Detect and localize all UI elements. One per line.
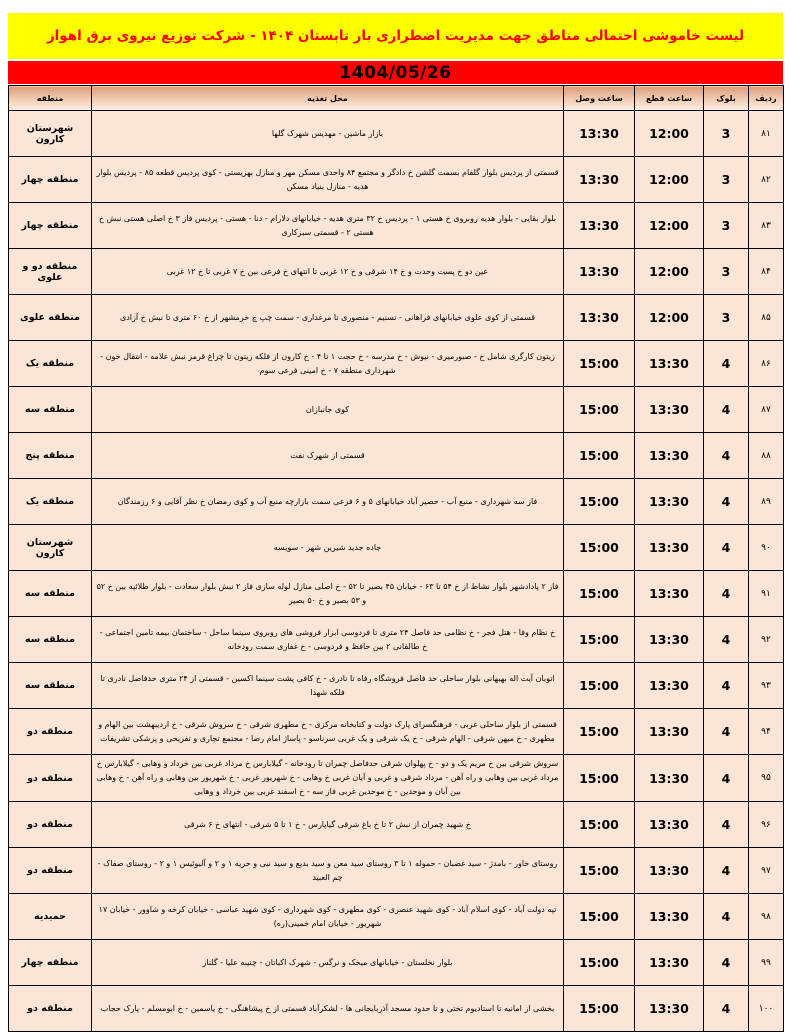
feeding-location: تپه دولت آباد - کوی اسلام آباد - کوی شهید عنصری - کوی مطهری - کوی شهرداری - کوی شهید عباسی - خیابان کرخه و شاوور - خیابان ۱۷ شهریور - خیابان امام خمینی(ره) — [92, 894, 564, 940]
block-value: 3 — [704, 111, 749, 157]
restore-time: 15:00 — [564, 802, 635, 848]
row-number: ۹۴ — [749, 709, 784, 755]
block-value: 3 — [704, 157, 749, 203]
table-row — [9, 755, 784, 802]
restore-time: 13:30 — [564, 295, 635, 341]
region-name: منطقه دو — [9, 986, 92, 1032]
block-value: 4 — [704, 894, 749, 940]
restore-time: 15:00 — [564, 525, 635, 571]
column-header-region: منطقه — [9, 86, 92, 111]
region-name: منطقه دو و علوی — [9, 249, 92, 295]
feeding-location: قسمتی از شهرک نفت — [92, 433, 564, 479]
table-row — [9, 986, 784, 1032]
feeding-location: قسمتی از بلوار ساحلی غربی - فرهنگسرای پارک دولت و کتابخانه مرکزی - خ مطهری شرقی - خ سروش شرقی - خ اردیبهشت بین الهام و مطهری - خ میهن شرقی - الهام شرقی - خ یک شرقی و یک غربی سرناسو - پاساژ امام رضا - مجتمع تجاری و تفریحی و پزشکی تشریفات — [92, 709, 564, 755]
row-number: ۸۱ — [749, 111, 784, 157]
table-row — [9, 709, 784, 755]
table-row — [9, 525, 784, 571]
table-row — [9, 295, 784, 341]
page-title: لیست خاموشی احتمالی مناطق جهت مدیریت اضطراری بار تابستان ۱۴۰۴ - شرکت توزیع نیروی برق اهواز — [46, 28, 745, 44]
restore-time: 15:00 — [564, 387, 635, 433]
cut-time: 13:30 — [635, 387, 704, 433]
region-name: منطقه دو — [9, 802, 92, 848]
block-value: 4 — [704, 663, 749, 709]
feeding-location: عین دو خ پست وحدت و خ ۱۴ شرقی و خ ۱۲ غربی تا انتهای خ فرعی بین خ ۷ غربی تا خ ۱۲ غربی — [92, 249, 564, 295]
feeding-location: خ نظام وفا - هتل فجر - خ نظامی حد فاصل ۲۴ متری تا فردوسی ابزار فروشی های روبروی سینما ساحل - ساختمان بیمه تامین اجتماعی - خ طالقانی ۲ بین حافظ و فردوسی - خ غفاری سمت رودخانه — [92, 617, 564, 663]
column-header-location: محل تغذیه — [92, 86, 564, 111]
table-row — [9, 479, 784, 525]
region-name: منطقه دو — [9, 709, 92, 755]
restore-time: 15:00 — [564, 986, 635, 1032]
feeding-location: قسمتی از کوی علوی خیابانهای فراهانی - تسنیم - منصوری تا مرغداری - سمت چپ چ خرمشهر از خ ۶۰ متری تا نبش خ آزادی — [92, 295, 564, 341]
region-name: منطقه یک — [9, 341, 92, 387]
feeding-location: بازار ماشین - مهدیس شهرک گلها — [92, 111, 564, 157]
date-value: 1404/05/26 — [339, 62, 452, 83]
cut-time: 13:30 — [635, 433, 704, 479]
row-number: ۸۹ — [749, 479, 784, 525]
cut-time: 13:30 — [635, 617, 704, 663]
feeding-location: جاده جدید شیرین شهر - سویسه — [92, 525, 564, 571]
row-number: ۸۶ — [749, 341, 784, 387]
row-number: ۸۲ — [749, 157, 784, 203]
table-row — [9, 249, 784, 295]
restore-time: 15:00 — [564, 663, 635, 709]
cut-time: 13:30 — [635, 341, 704, 387]
cut-time: 13:30 — [635, 894, 704, 940]
row-number: ۱۰۰ — [749, 986, 784, 1032]
region-name: منطقه چهار — [9, 203, 92, 249]
block-value: 4 — [704, 802, 749, 848]
block-value: 4 — [704, 387, 749, 433]
cut-time: 13:30 — [635, 986, 704, 1032]
restore-time: 15:00 — [564, 479, 635, 525]
restore-time: 15:00 — [564, 894, 635, 940]
row-number: ۸۳ — [749, 203, 784, 249]
region-name: منطقه یک — [9, 479, 92, 525]
region-name: منطقه سه — [9, 571, 92, 617]
block-value: 4 — [704, 940, 749, 986]
restore-time: 15:00 — [564, 709, 635, 755]
region-name: منطقه علوی — [9, 295, 92, 341]
restore-time: 15:00 — [564, 433, 635, 479]
restore-time: 15:00 — [564, 617, 635, 663]
restore-time: 13:30 — [564, 203, 635, 249]
restore-time: 15:00 — [564, 571, 635, 617]
block-value: 4 — [704, 709, 749, 755]
column-header-block: بلوک — [704, 86, 749, 111]
region-name: شهرستان کارون — [9, 111, 92, 157]
cut-time: 13:30 — [635, 571, 704, 617]
row-number: ۸۴ — [749, 249, 784, 295]
cut-time: 13:30 — [635, 479, 704, 525]
table-row — [9, 571, 784, 617]
block-value: 4 — [704, 986, 749, 1032]
table-row — [9, 111, 784, 157]
feeding-location: سروش شرقی بین خ مریم یک و دو - خ پهلوان شرقی حدفاصل چمران تا رودخانه - گیلابارس خ مرداد غربی بین خرداد و وهابی - گیلابارس خ مرداد غربی بین وهابی و راه آهن - مرداد شرقی و غربی و آبان غربی خ وهابی - خ شهریور غربی - خ شهریور بین وهابی و راه آهن - خ وهابی بین آبان و موحدین - خ موحدین غربی فاز سه - خ اسفند غربی بین خرداد و وهابی — [92, 755, 564, 802]
block-value: 4 — [704, 848, 749, 894]
restore-time: 13:30 — [564, 249, 635, 295]
row-number: ۹۱ — [749, 571, 784, 617]
region-name: منطقه چهار — [9, 157, 92, 203]
block-value: 4 — [704, 617, 749, 663]
block-value: 4 — [704, 571, 749, 617]
cut-time: 13:30 — [635, 663, 704, 709]
outage-table — [8, 85, 784, 1032]
title-banner — [8, 13, 783, 59]
restore-time: 13:30 — [564, 111, 635, 157]
feeding-location: زیتون کارگری شامل خ - صبورمیری - نیوش - خ مدرسه - خ حجت ۱ تا ۴ - خ کارون از فلکه زیتون تا چراغ قرمز نبش علامه - انتقال خون - شهرداری منطقه ۷ - خ امینی فرعی سوم — [92, 341, 564, 387]
row-number: ۸۷ — [749, 387, 784, 433]
column-header-cut: ساعت قطع — [635, 86, 704, 111]
region-name: منطقه دو — [9, 755, 92, 802]
region-name: منطقه چهار — [9, 940, 92, 986]
row-number: ۹۳ — [749, 663, 784, 709]
feeding-location: بلوار نخلستان - خیابانهای میخک و نرگس - شهرک اکباتان - چنیبه علیا - گلناز — [92, 940, 564, 986]
table-row — [9, 203, 784, 249]
table-row — [9, 433, 784, 479]
feeding-location: روستای خاور - بامدژ - سید غضبان - حموله ۱ تا ۳ روستای سید معن و سید بدیع و سید نبی و حریه ۱ و ۲ و آلبوئیس ۱ و ۲ - روستای صفاک - چم العبید — [92, 848, 564, 894]
table-row — [9, 940, 784, 986]
cut-time: 12:00 — [635, 249, 704, 295]
region-name: منطقه سه — [9, 663, 92, 709]
table-row — [9, 802, 784, 848]
cut-time: 13:30 — [635, 755, 704, 802]
feeding-location: فاز ۲ پادادشهر بلوار نشاط از خ ۵۴ تا ۶۳ - خیابان ۴۵ بصیر تا ۵۲ - خ اصلی منازل لوله سازی فاز ۲ نبش بلوار سعادت - بلوار طلائیه بین خ ۵۲ و ۵۳ بصیر و خ ۵۰ بصیر — [92, 571, 564, 617]
table-row — [9, 617, 784, 663]
restore-time: 15:00 — [564, 755, 635, 802]
block-value: 4 — [704, 433, 749, 479]
region-name: حمیدیه — [9, 894, 92, 940]
column-header-radif: ردیف — [749, 86, 784, 111]
feeding-location: اتوبان آیت اله بهبهانی بلوار ساحلی حد فاصل فروشگاه رفاه تا نادری - خ کافی پشت سینما اکسین - قسمتی از ۲۴ متری حدفاصل نادری تا فلکه شهدا — [92, 663, 564, 709]
row-number: ۹۶ — [749, 802, 784, 848]
row-number: ۹۷ — [749, 848, 784, 894]
row-number: ۹۲ — [749, 617, 784, 663]
table-row — [9, 341, 784, 387]
cut-time: 13:30 — [635, 802, 704, 848]
cut-time: 12:00 — [635, 111, 704, 157]
table-row — [9, 387, 784, 433]
row-number: ۹۹ — [749, 940, 784, 986]
region-name: شهرستان کارون — [9, 525, 92, 571]
feeding-location: قسمتی از پردیس بلوار گلفام بسمت گلشن خ دادگر و مجتمع ۸۴ واحدی مسکن مهر و منازل بهزیستی - کوی پردیس قطعه ۸۵ - پردیس بلوار هدیه - منازل بنیاد مسکن — [92, 157, 564, 203]
row-number: ۹۰ — [749, 525, 784, 571]
row-number: ۸۸ — [749, 433, 784, 479]
table-row — [9, 848, 784, 894]
block-value: 4 — [704, 479, 749, 525]
feeding-location: بخشی از امانیه تا استادیوم تختی و تا حدود مسجد آذربایجانی ها - لشکرآباد قسمتی از خ پیشاهنگی - خ یاسمین - خ ابومسلم - پارک حجاب — [92, 986, 564, 1032]
restore-time: 15:00 — [564, 848, 635, 894]
region-name: منطقه سه — [9, 617, 92, 663]
cut-time: 13:30 — [635, 848, 704, 894]
row-number: ۹۸ — [749, 894, 784, 940]
restore-time: 15:00 — [564, 940, 635, 986]
table-row — [9, 663, 784, 709]
block-value: 4 — [704, 525, 749, 571]
table-header — [9, 86, 784, 111]
region-name: منطقه دو — [9, 848, 92, 894]
restore-time: 15:00 — [564, 341, 635, 387]
cut-time: 12:00 — [635, 203, 704, 249]
cut-time: 13:30 — [635, 940, 704, 986]
feeding-location: خ شهید چمران از نبش ۲ تا خ باغ شرقی گیاپارس - خ ۱ تا ۵ شرقی - انتهای خ ۶ شرقی — [92, 802, 564, 848]
date-banner — [8, 61, 783, 84]
header-row — [9, 86, 784, 111]
feeding-location: بلوار بقایی - بلوار هدیه روبروی خ هستی ۱ - پردیس خ ۳۲ متری هدیه - خیابانهای دلارام - دنا - هستی - پردیس فاز ۳ خ اصلی هستی نبش خ هستی ۲ - قسمتی سبزکاری — [92, 203, 564, 249]
region-name: منطقه پنج — [9, 433, 92, 479]
block-value: 3 — [704, 203, 749, 249]
feeding-location: کوی جانبازان — [92, 387, 564, 433]
table-row — [9, 894, 784, 940]
row-number: ۹۵ — [749, 755, 784, 802]
region-name: منطقه سه — [9, 387, 92, 433]
cut-time: 12:00 — [635, 157, 704, 203]
block-value: 3 — [704, 249, 749, 295]
cut-time: 13:30 — [635, 525, 704, 571]
column-header-restore: ساعت وصل — [564, 86, 635, 111]
table-body — [9, 111, 784, 1032]
block-value: 4 — [704, 341, 749, 387]
restore-time: 13:30 — [564, 157, 635, 203]
cut-time: 12:00 — [635, 295, 704, 341]
table-row — [9, 157, 784, 203]
block-value: 4 — [704, 755, 749, 802]
cut-time: 13:30 — [635, 709, 704, 755]
feeding-location: فاز سه شهرداری - منبع آب - حصیر آباد خیابانهای ۵ و ۶ فرعی سمت بازارچه منبع آب و کوی رمضان خ نظر آقایی و ۶ رزمندگان — [92, 479, 564, 525]
block-value: 3 — [704, 295, 749, 341]
row-number: ۸۵ — [749, 295, 784, 341]
